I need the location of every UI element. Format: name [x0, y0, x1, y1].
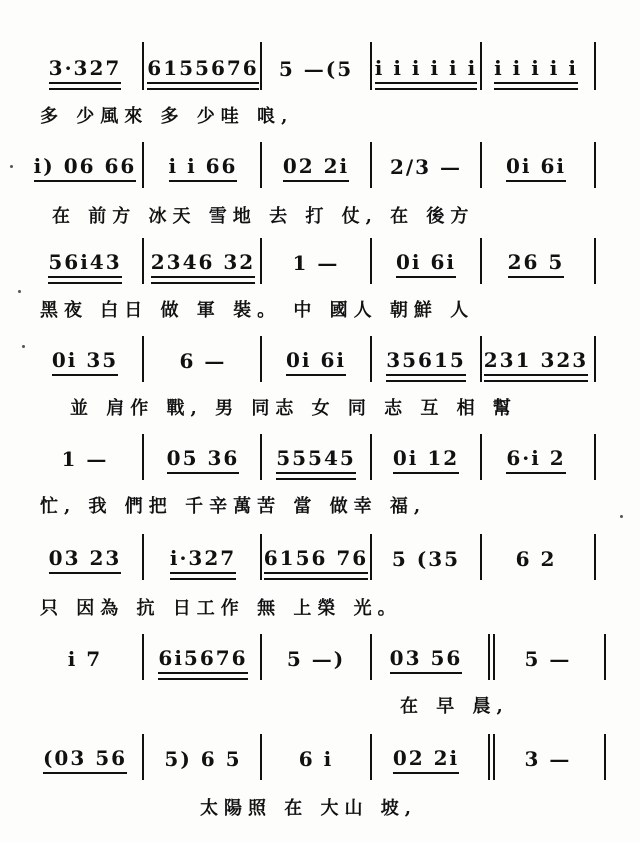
notation-line-4 [0, 342, 640, 382]
measure: 5) 6 5 [164, 747, 242, 771]
lyrics-line-3 [0, 294, 640, 324]
measure: 35615 [376, 342, 476, 382]
barline [260, 142, 262, 188]
barline [260, 734, 262, 780]
lyrics-line-7 [0, 690, 640, 720]
measure: 5 — [524, 647, 572, 671]
measure: 6i5676 [148, 640, 258, 680]
measure: 02 2i [376, 740, 476, 780]
barline [370, 734, 372, 780]
measure: 03 23 [30, 540, 140, 580]
barline [260, 534, 262, 580]
barline [480, 434, 482, 480]
barline [370, 434, 372, 480]
barline [260, 634, 262, 680]
barline [594, 336, 596, 382]
measure: i i i i i i [376, 50, 476, 90]
barline [142, 534, 144, 580]
measure: 0i 6i [486, 148, 586, 188]
measure: 5 (35 [391, 547, 461, 571]
notation-line-2 [0, 148, 640, 188]
measure: 1 — [61, 447, 109, 471]
barline [370, 238, 372, 284]
barline [480, 142, 482, 188]
measure: i i i i i [486, 50, 586, 90]
measure: 2/3 — [389, 155, 463, 179]
measure: i) 06 66 [30, 148, 140, 188]
measure: 55545 [266, 440, 366, 480]
scan-speck [10, 165, 13, 168]
barline [480, 336, 482, 382]
barline [594, 434, 596, 480]
notation-line-7 [0, 640, 640, 680]
barline [142, 336, 144, 382]
lyric-text: 並 肩作 戰, 男 同志 女 同 志 互 相 幫 [70, 398, 517, 419]
barline [594, 534, 596, 580]
measure: 5 —) [286, 647, 346, 671]
barline [604, 734, 606, 780]
measure: 26 5 [486, 244, 586, 284]
measure: 6155676 [148, 50, 258, 90]
barline [260, 434, 262, 480]
measure: i 7 [67, 647, 103, 671]
barline [594, 142, 596, 188]
barline [260, 336, 262, 382]
measure: 56i43 [30, 244, 140, 284]
measure: (03 56 [30, 740, 140, 780]
repeat-barline [488, 634, 490, 680]
barline [142, 42, 144, 90]
notation-line-3 [0, 244, 640, 284]
lyrics-line-1 [0, 100, 640, 130]
measure: 3·327 [30, 50, 140, 90]
measure: 6 2 [515, 547, 557, 571]
barline [142, 434, 144, 480]
repeat-barline [488, 734, 490, 780]
barline [370, 534, 372, 580]
barline [260, 238, 262, 284]
barline [142, 238, 144, 284]
measure: 02 2i [266, 148, 366, 188]
barline [594, 238, 596, 284]
barline [480, 534, 482, 580]
barline [480, 238, 482, 284]
measure: 0i 6i [266, 342, 366, 382]
notation-line-5 [0, 440, 640, 480]
barline [594, 42, 596, 90]
lyrics-line-8 [0, 792, 640, 822]
lyrics-line-4 [0, 392, 640, 422]
scan-speck [18, 290, 21, 293]
notation-line-6 [0, 540, 640, 580]
measure: 3 — [524, 747, 572, 771]
measure: 03 56 [376, 640, 476, 680]
lyric-text: 多 少風來 多 少哇 哴, [40, 106, 294, 127]
measure: 0i 12 [376, 440, 476, 480]
measure: 6·i 2 [486, 440, 586, 480]
notation-line-8 [0, 740, 640, 780]
barline [142, 734, 144, 780]
lyrics-line-5 [0, 490, 640, 520]
scan-speck [22, 345, 25, 348]
lyric-text: 在 早 晨, [400, 696, 509, 717]
scan-speck [620, 515, 623, 518]
barline [604, 634, 606, 680]
measure: 1 — [292, 251, 340, 275]
measure: 6156 76 [266, 540, 366, 580]
notation-line-1 [0, 50, 640, 90]
barline [370, 634, 372, 680]
lyrics-line-2 [0, 200, 640, 230]
lyric-text: 忙, 我 們把 千辛萬苦 當 做幸 福, [40, 496, 427, 517]
barline [370, 42, 372, 90]
barline [370, 336, 372, 382]
barline [142, 634, 144, 680]
lyric-text: 太陽照 在 大山 坡, [200, 798, 418, 819]
measure: 05 36 [148, 440, 258, 480]
measure: i i 66 [148, 148, 258, 188]
barline [480, 42, 482, 90]
measure: 231 323 [486, 342, 586, 382]
lyric-text: 黑夜 白日 做 軍 裝。 中 國人 朝鮮 人 [40, 300, 475, 321]
measure: 6 i [298, 747, 334, 771]
measure: 5 —(5 [278, 57, 354, 81]
measure: i·327 [148, 540, 258, 580]
lyric-text: 只 因為 抗 日工作 無 上榮 光。 [40, 598, 402, 619]
measure: 2346 32 [148, 244, 258, 284]
barline [370, 142, 372, 188]
lyrics-line-6 [0, 592, 640, 622]
barline [260, 42, 262, 90]
measure: 0i 35 [30, 342, 140, 382]
measure: 0i 6i [376, 244, 476, 284]
measure: 6 — [179, 349, 227, 373]
lyric-text: 在 前方 冰天 雪地 去 打 仗, 在 後方 [52, 206, 475, 227]
barline [142, 142, 144, 188]
